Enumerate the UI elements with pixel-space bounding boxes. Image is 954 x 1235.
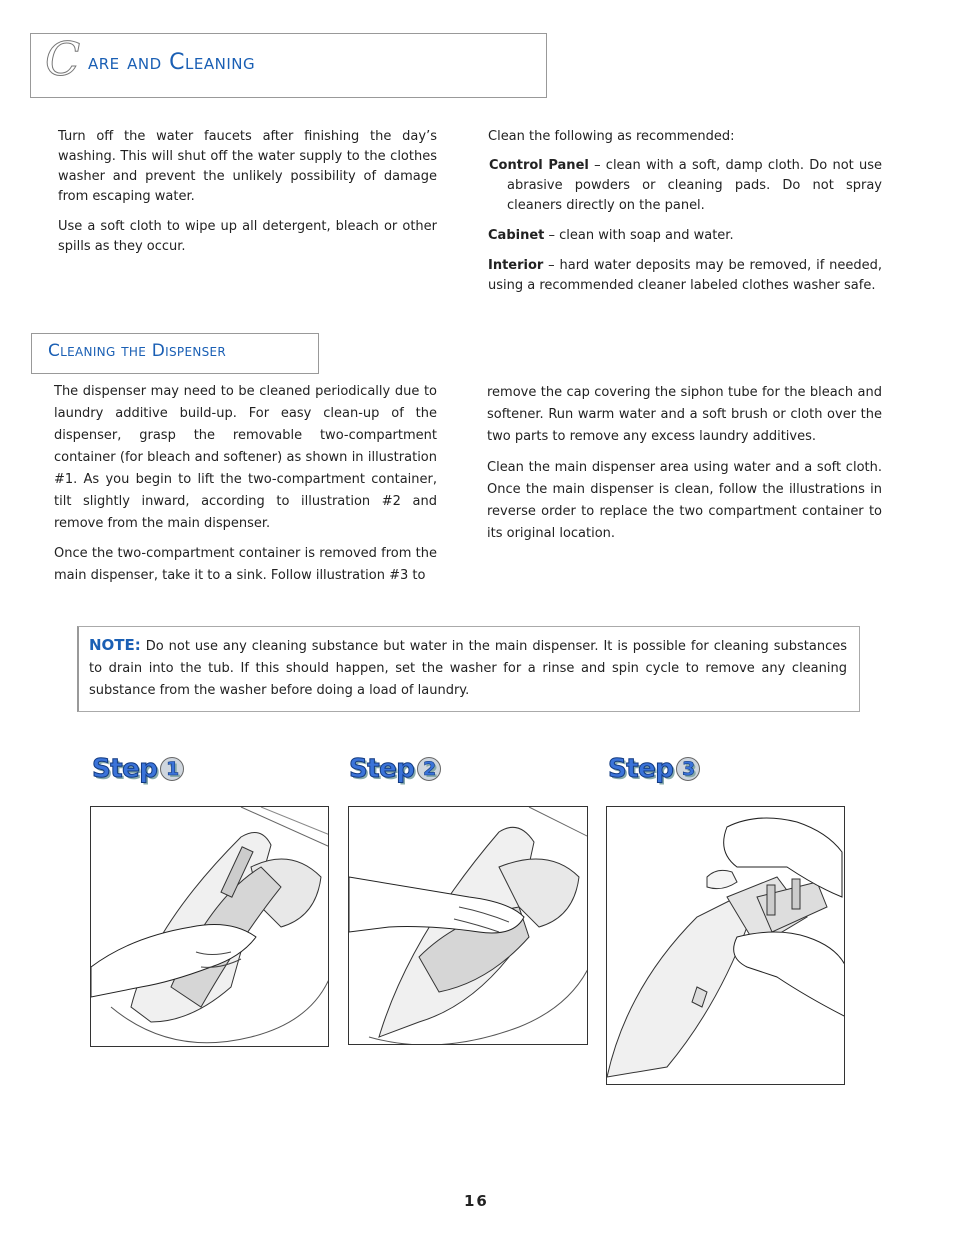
paragraph-dispenser-intro: The dispenser may need to be cleaned periodically due to laundry additive build-up. For easy clean-up of the dispenser, grasp the removable two-compartment container (for bleach and softener) as shown in illustration #1. As you begin to lift the two-compartment container, tilt slightly inward, according to illustration #2 and remove from the main dispenser. xyxy=(54,384,437,531)
section-title: Cleaning the Dispenser xyxy=(48,341,227,361)
dispenser-grasp-drawing xyxy=(91,807,329,1047)
paragraph-main-dispenser: Clean the main dispenser area using water and a soft cloth. Once the main dispenser is clean, follow the illustrations in reverse order to replace the two compartment container to its original location. xyxy=(487,460,882,541)
step-1-word: Step xyxy=(92,754,158,784)
illustration-step-2 xyxy=(348,806,588,1045)
term-cabinet: Cabinet xyxy=(488,228,545,243)
note-label: NOTE: xyxy=(89,636,141,654)
step-2-number: 2 xyxy=(417,757,441,781)
paragraph-faucets: Turn off the water faucets after finishing the day’s washing. This will shut off the water supply to the clothes washer and prevent the unlikely possibility of damage from escaping water. xyxy=(58,129,437,204)
paragraph-spills: Use a soft cloth to wipe up all detergent, bleach or other spills as they occur. xyxy=(58,219,437,254)
siphon-cap-drawing xyxy=(607,807,845,1085)
step-3-heading xyxy=(608,756,700,782)
note-text: Do not use any cleaning substance but water in the main dispenser. It is possible for cleaning substances to drain into the tub. If this should happen, set the washer for a rinse and spin cycle to remove any cleaning substance from the washer before doing a load of laundry. xyxy=(89,639,847,698)
item-control-panel xyxy=(488,156,882,216)
step-2-word: Step xyxy=(349,754,415,784)
illustration-step-3 xyxy=(606,806,845,1085)
title-initial: C xyxy=(45,32,81,86)
step-1-heading xyxy=(92,756,184,782)
step-3-number: 3 xyxy=(676,757,700,781)
illustration-step-1 xyxy=(90,806,329,1047)
text-cabinet: – clean with soap and water. xyxy=(544,228,734,243)
page-title: are and Cleaning xyxy=(88,50,256,75)
step-1-number: 1 xyxy=(160,757,184,781)
term-interior: Interior xyxy=(488,258,544,273)
step-2-heading xyxy=(349,756,441,782)
item-interior xyxy=(488,256,882,296)
dispenser-tilt-drawing xyxy=(349,807,588,1045)
step-3-word: Step xyxy=(608,754,674,784)
paragraph-intro: Clean the following as recommended: xyxy=(488,129,735,144)
paragraph-sink: Once the two-compartment container is removed from the main dispenser, take it to a sink. Follow illustration #3 to xyxy=(54,546,437,583)
text-interior: – hard water deposits may be removed, if needed, using a recommended cleaner labeled clothes washer safe. xyxy=(488,258,882,293)
note xyxy=(89,634,847,702)
page-number: 16 xyxy=(464,1192,489,1210)
paragraph-siphon: remove the cap covering the siphon tube for the bleach and softener. Run warm water and a soft brush or cloth over the two parts to remove any excess laundry additives. xyxy=(487,385,882,444)
item-cabinet xyxy=(488,226,882,246)
term-control-panel: Control Panel xyxy=(489,158,589,173)
text-control-panel: – clean with a soft, damp cloth. Do not use abrasive powders or cleaning pads. Do not spray cleaners directly on the panel. xyxy=(507,158,882,213)
